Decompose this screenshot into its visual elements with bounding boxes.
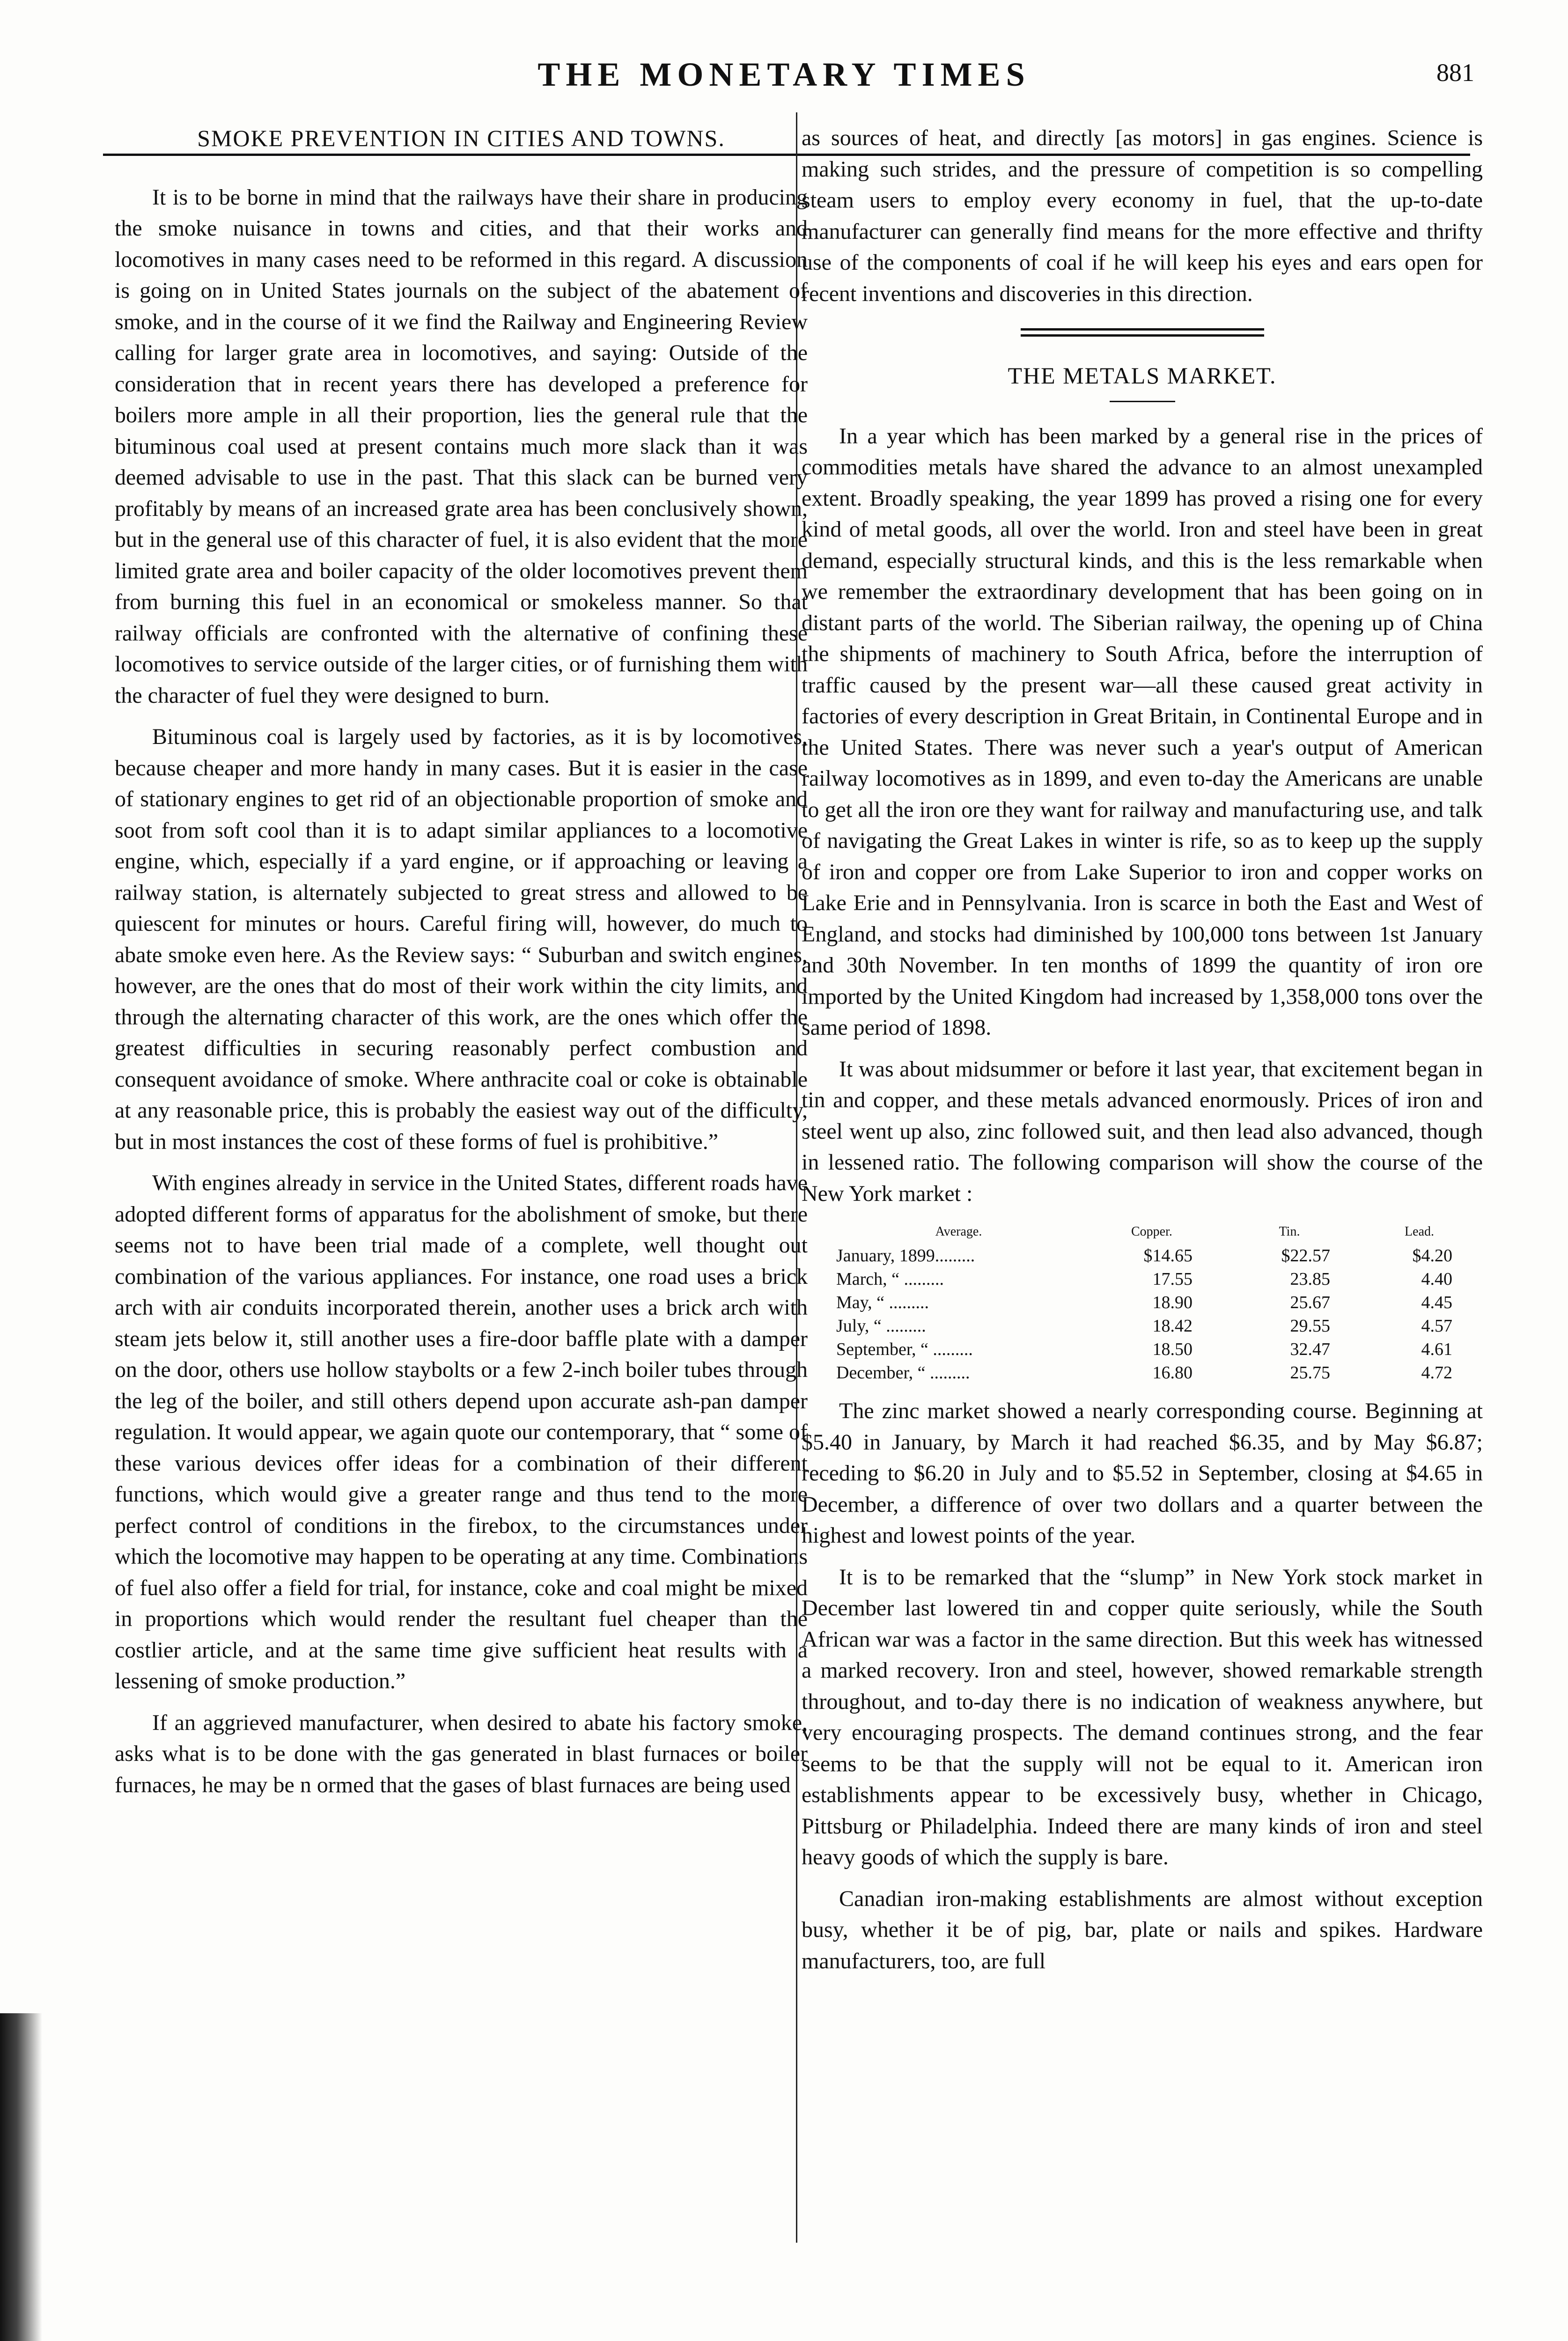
paragraph: If an aggrieved manufacturer, when desired to abate his factory smoke, asks what is to be done with the gas generated in blast furnaces or boiler furnaces, he may be n ormed that the gases of blast furnaces are being used [115, 1710, 808, 1797]
column-header: Lead. [1405, 1224, 1434, 1239]
paragraph: Canadian iron-making establishments are almost without exception busy, whether it be of pig, bar, plate or nails and spikes. Hardware manufacturers, too, are full [802, 1886, 1483, 1973]
table-cell: May, “ ......... [836, 1293, 929, 1312]
table-row [834, 1338, 1480, 1361]
table-cell: 16.80 [1152, 1363, 1193, 1383]
table-row [834, 1314, 1480, 1338]
table-cell: $22.57 [1281, 1246, 1331, 1266]
table-cell: 4.45 [1421, 1293, 1452, 1312]
paragraph: It is to be remarked that the “slump” in New York stock market in December last lowered tin and copper quite seriously, while the South African war was a factor in the same direction. But this week has witnessed a marked recovery. Iron and steel, however, showed remarkable strength throughout, and to-day there is no indication of weakness anywhere, but very encouraging prospects. The demand continues strong, and the fear seems to be that the supply will not be equal to it. American iron establishments appear to be excessively busy, whether in Chicago, Pittsburg or Philadelphia. Indeed there are many kinds of iron and steel heavy goods of which the supply is bare. [802, 1564, 1483, 1870]
table-cell: 23.85 [1290, 1269, 1331, 1289]
title-rule [1110, 401, 1175, 402]
table-cell: 4.61 [1421, 1340, 1452, 1359]
table-cell: 18.50 [1152, 1340, 1193, 1359]
paragraph: Bituminous coal is largely used by factories, as it is by locomotives, because cheaper and more handy in many cases. But it is easier in the case of stationary engines to get rid of an objectionable proportion of smoke and soot from soft cool than it is to adapt similar appliances to a locomotive engine, which, especially if a yard engine, or if approaching or leaving a railway station, is alternately subjected to great stress and allowed to be quiescent for minutes or hours. Careful firing will, however, do much to abate smoke even here. As the Review says: “ Suburban and switch engines, however, are the ones that do most of their work within the city limits, and through the alternating character of this work, are the ones which offer the greatest difficulties in securing reasonably perfect combustion and consequent avoidance of smoke. Where anthracite coal or coke is obtainable at any reasonable price, this is probably the easiest way out of the difficulty, but in most instances the cost of these forms of fuel is prohibitive.” [115, 724, 808, 1154]
paragraph: It is to be borne in mind that the railways have their share in producing the smoke nuisance in towns and cities, and that their works and locomotives in many cases need to be reformed in this regard. A discussion is going on in United States journals on the subject of the abatement of smoke, and in the course of it we find the Railway and Engineering Review calling for larger grate area in locomotives, and saying: Outside of the consideration that in recent years there has developed a preference for boilers more ample in all their proportion, lies the general rule that the bituminous coal used at present contains much more slack than it was deemed advisable to use in the past. That this slack can be burned very profitably by means of an increased grate area has been conclusively shown, but in the general use of this character of fuel, it is also evident that the more limited grate area and boiler capacity of the older locomotives prevent them from burning this fuel in an economical or smokeless manner. So that railway officials are confronted with the alternative of confining these locomotives to service outside of the larger cities, or of furnishing them with the character of fuel they were designed to burn. [115, 184, 808, 708]
table-cell: 4.40 [1421, 1269, 1452, 1289]
article-title-smoke-prevention: SMOKE PREVENTION IN CITIES AND TOWNS. [197, 125, 725, 151]
table-cell: March, “ ......... [836, 1269, 944, 1289]
paragraph: In a year which has been marked by a general rise in the prices of commodities metals have shared the advance to an almost unexampled extent. Broadly speaking, the year 1899 has proved a rising one for every kind of metal goods, all over the world. Iron and steel have been in great demand, especially structural kinds, and this is the less remarkable when we remember the extraordinary development that has been going on in distant parts of the world. The Siberian railway, the opening up of China the shipments of machinery to South Africa, before the interruption of traffic caused by the present war—all these caused great activity in factories of every description in Great Britain, in Continental Europe and in the United States. There was never such a year's output of American railway locomotives as in 1899, and even to-day the Americans are unable to get all the iron ore they want for railway and manufacturing use, and talk of navigating the Great Lakes in winter is rife, so as to keep up the supply of iron and copper ore from Lake Superior to iron and copper works on Lake Erie and in Pennsylvania. Iron is scarce in both the East and West of England, and stocks had diminished by 100,000 tons between 1st January and 30th November. In ten months of 1899 the quantity of iron ore imported by the United Kingdom had increased by 1,358,000 tons over the same period of 1898. [802, 423, 1483, 1040]
table-cell: January, 1899......... [836, 1246, 975, 1266]
column-header: Copper. [1131, 1224, 1172, 1239]
table-cell: 25.75 [1290, 1363, 1331, 1383]
table-row [834, 1291, 1480, 1314]
table-cell: September, “ ......... [836, 1340, 973, 1359]
paragraph: The zinc market showed a nearly corresponding course. Beginning at $5.40 in January, by March it had reached $6.35, and by May $6.87; receding to $6.20 in July and to $5.52 in September, closing at $4.65 in December, a difference of over two dollars and a quarter between the highest and lowest points of the year. [802, 1399, 1483, 1548]
table-cell: 25.67 [1290, 1293, 1331, 1312]
section-separator [1021, 328, 1264, 337]
table-cell: 32.47 [1290, 1340, 1331, 1359]
paragraph: With engines already in service in the United States, different roads have adopted different forms of apparatus for the abolishment of smoke, but there seems not to have been trial made of a complete, well thought out combination of the various appliances. For instance, one road uses a brick arch with air conduits incorporated therein, another uses a brick arch with steam jets below it, still another uses a fire-door baffle plate with a damper on the door, others use hollow staybolts or a few 2-inch boiler tubes through the leg of the boiler, and still others depend upon accurate ash-pan damper regulation. It would appear, we again quote our contemporary, that “ some of these various devices offer ideas for a combination of their different functions, which would give a greater range and thus tend to the more perfect control of conditions in the firebox, to the circumstances under which the locomotive may happen to be operating at any time. Combinations of fuel also offer a field for trial, for instance, coke and coal might be mixed in proportions which would render the resultant fuel cheaper than the costlier article, and at the same time give sufficient heat results with a lessening of smoke production.” [115, 1170, 808, 1693]
page-header [0, 55, 1568, 102]
metal-prices-table [834, 1220, 1480, 1384]
table-cell: July, “ ......... [836, 1316, 926, 1336]
table-cell: $14.65 [1143, 1246, 1193, 1266]
right-column [802, 123, 1483, 1987]
column-header: Average. [935, 1224, 982, 1239]
table-cell: 4.72 [1421, 1363, 1452, 1383]
article-title-metals-market: THE METALS MARKET. [1008, 362, 1277, 389]
table-cell: 17.55 [1152, 1269, 1193, 1289]
table-cell: $4.20 [1412, 1246, 1452, 1266]
table-cell: 18.42 [1152, 1316, 1193, 1336]
table-cell: 4.57 [1421, 1316, 1452, 1336]
page-number: 881 [1436, 59, 1474, 87]
table-row [834, 1267, 1480, 1291]
table-cell: December, “ ......... [836, 1363, 970, 1383]
table-cell: 29.55 [1290, 1316, 1331, 1336]
binding-shadow [0, 2013, 42, 2341]
table-cell: 18.90 [1152, 1293, 1193, 1312]
publication-title: THE MONETARY TIMES [537, 56, 1031, 93]
column-header: Tin. [1279, 1224, 1300, 1239]
table-row [834, 1361, 1480, 1384]
table-header-row [834, 1220, 1480, 1244]
table-row [834, 1244, 1480, 1267]
paragraph-continuation: as sources of heat, and directly [as motors] in gas engines. Science is making such strides, and the pressure of competition is so compelling steam users to employ every economy in fuel, that the up-to-date manufacturer can generally find means for the more effective and thrifty use of the components of coal if he will keep his eyes and ears open for recent inventions and discoveries in this direction. [802, 125, 1483, 306]
paragraph: It was about midsummer or before it last year, that excitement began in tin and copper, and these metals advanced enormously. Prices of iron and steel went up also, zinc followed suit, and then lead also advanced, though in lessened ratio. The following comparison will show the course of the New York market : [802, 1056, 1483, 1206]
left-column [115, 123, 808, 1811]
